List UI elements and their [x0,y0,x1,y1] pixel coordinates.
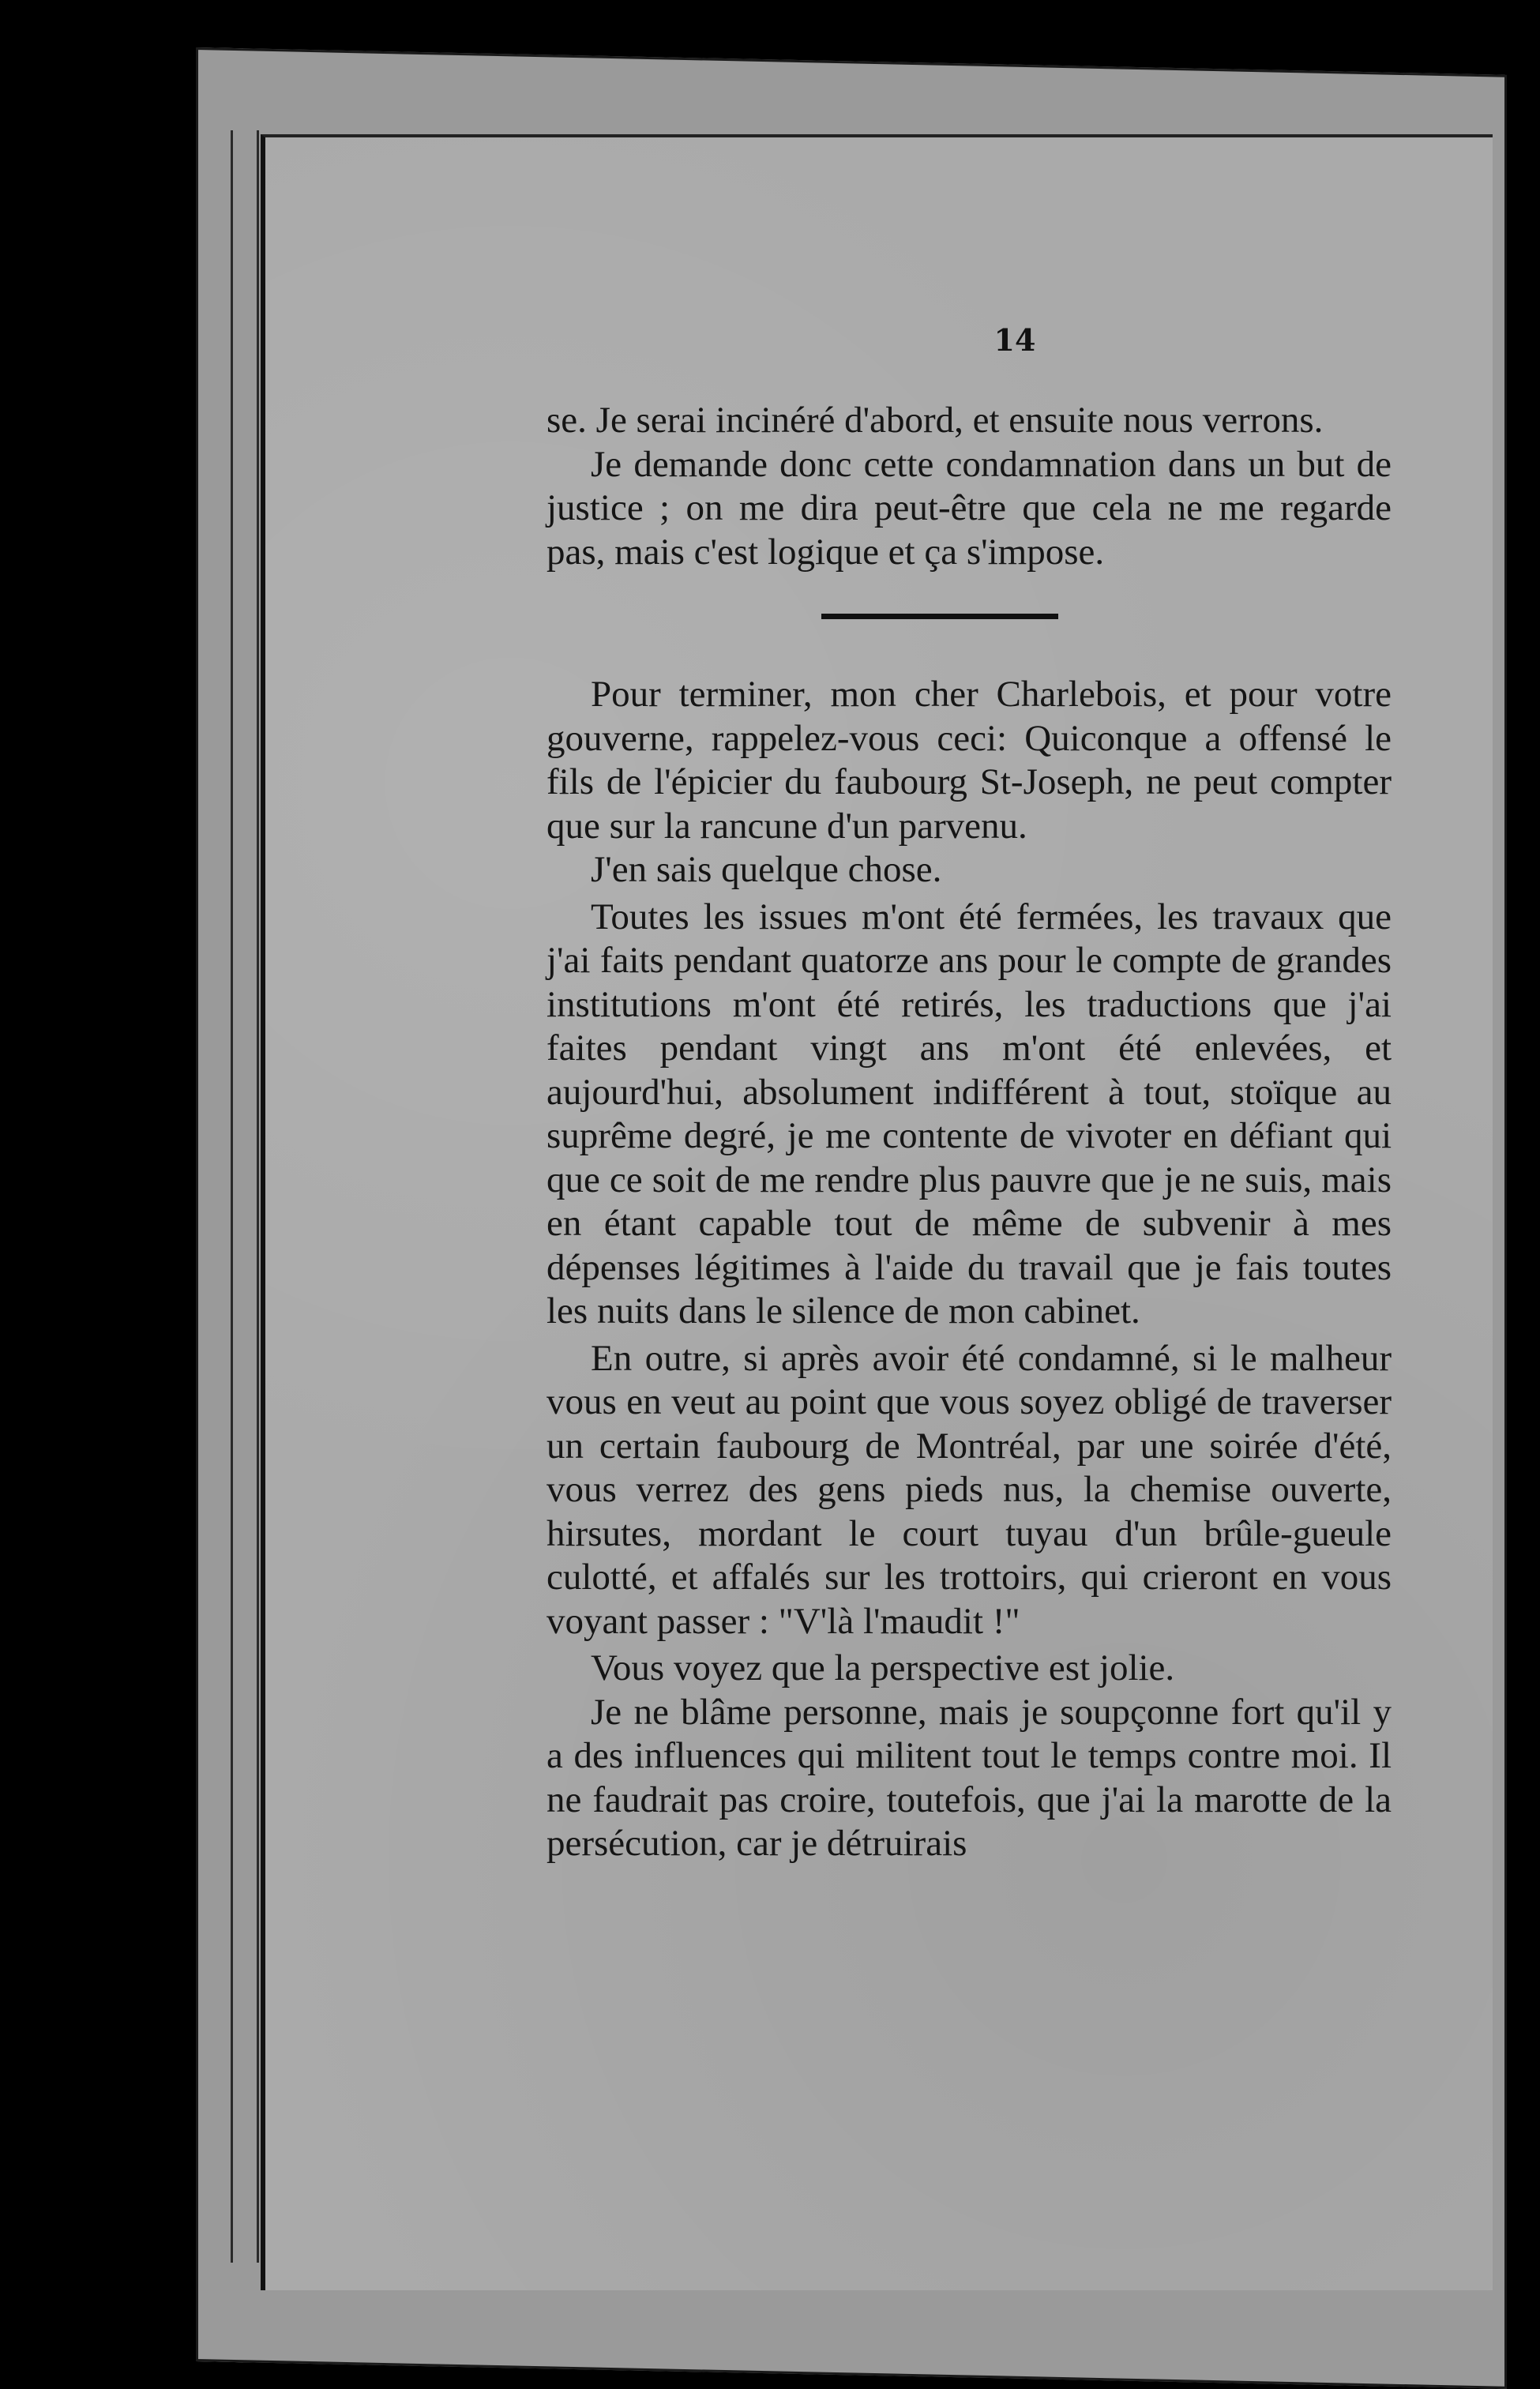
paragraph: Pour terminer, mon cher Charlebois, et pour votre gouverne, rappelez-vous ceci: Quiconque a offensé le fils de l'épicier du faubourg St-Joseph, ne peut compter que sur la rancune d'un parvenu. [547,674,1392,847]
page-edge-lines [231,130,259,2263]
paragraph: Vous voyez que la perspective est jolie. [591,1647,1175,1688]
paragraph-continuation: se. Je serai incinéré d'abord, et ensuite nous verrons. [547,400,1324,441]
body-text [547,399,1392,1866]
section-divider [547,574,1392,673]
paragraph: Toutes les issues m'ont été fermées, les travaux que j'ai faits pendant quatorze ans pour le compte de grandes institutions m'ont été retirés, les traductions que j'ai faites pendant vingt ans m'ont été enlevées, et aujourd'hui, absolument indifférent à tout, stoïque au suprême degré, je me contente de vivoter en défiant qui que ce soit de me rendre plus pauvre que je ne suis, mais en étant capable tout de même de subvenir à mes dépenses légitimes à l'aide du travail que je fais toutes les nuits dans le silence de mon cabinet. [547,896,1392,1332]
page-number: 14 [993,322,1036,358]
paragraph: Je demande donc cette condamnation dans un but de justice ; on me dira peut-être que cela ne me regarde pas, mais c'est logique et ça s'impose. [547,443,1392,573]
paragraph: En outre, si après avoir été condamné, si le malheur vous en veut au point que vous soyez obligé de traverser un certain faubourg de Montréal, par une soirée d'été, vous verrez des gens pieds nus, la chemise ouverte, hirsutes, mordant le court tuyau d'un brûle-gueule culotté, et affalés sur les trottoirs, qui crieront en vous voyant passer : "V'là l'maudit !" [547,1337,1392,1642]
paragraph: Je ne blâme personne, mais je soupçonne fort qu'il y a des influences qui militent tout le temps contre moi. Il ne faudrait pas croire, toutefois, que j'ai la marotte de la persécution, car je détruirais [547,1691,1392,1864]
paragraph: J'en sais quelque chose. [591,849,942,890]
section-rule [821,614,1058,619]
